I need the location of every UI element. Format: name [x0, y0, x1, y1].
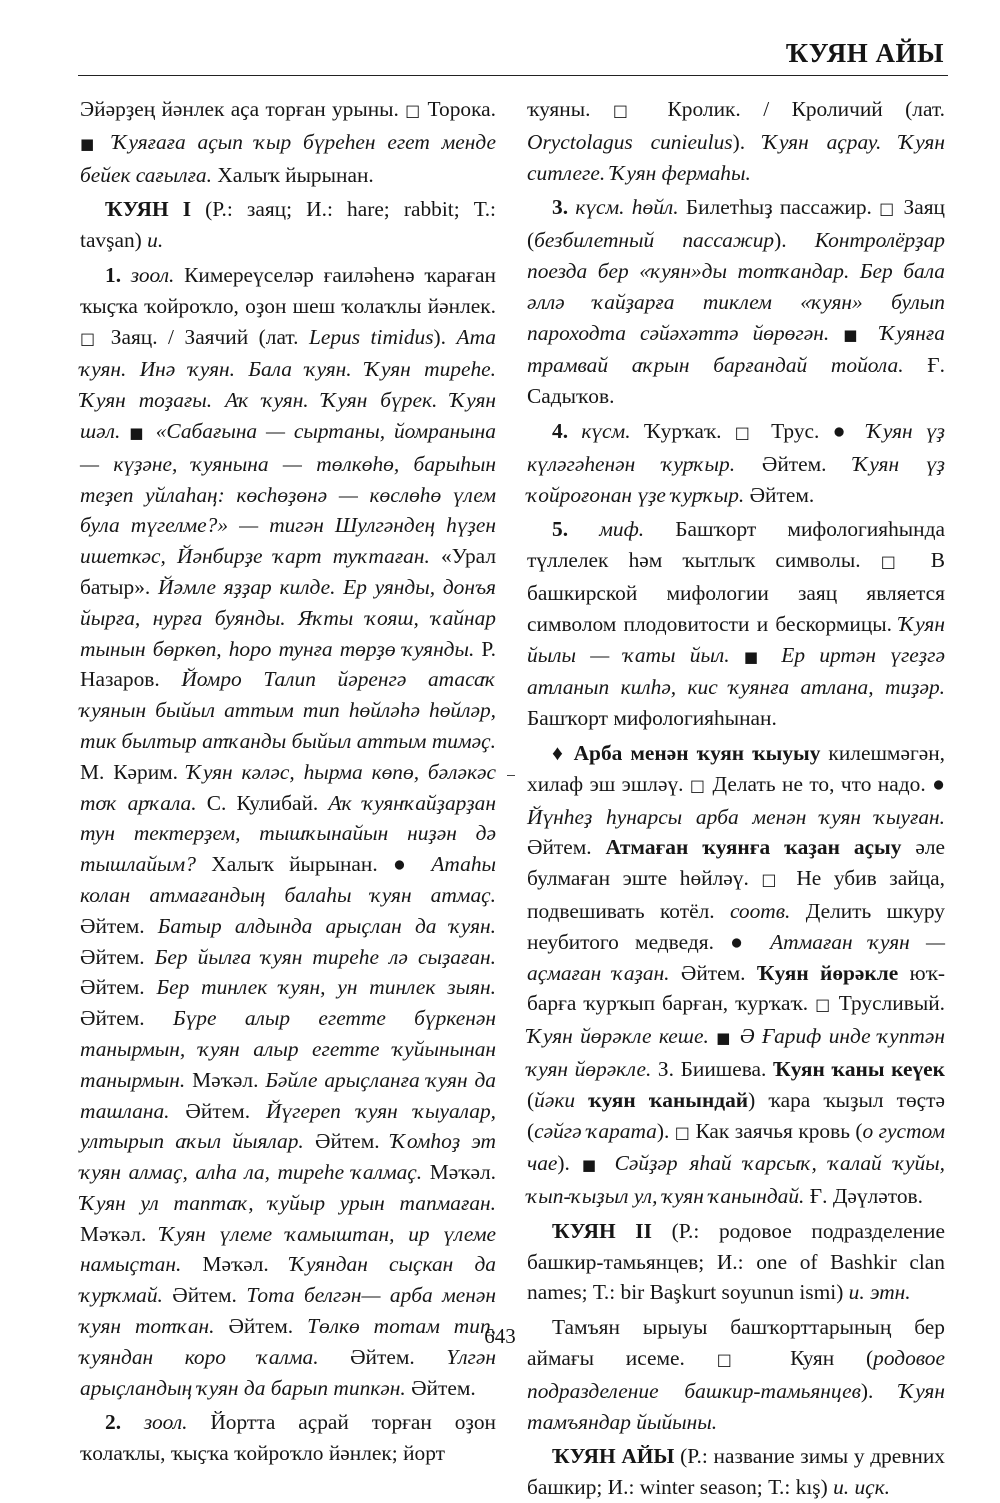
margin-dash [507, 775, 515, 776]
entry-headword: ҠУЯН II (Р.: родовое подразделение башкир-тамьянцев; И.: one of Bashkir clan names; Т.: bir Başkurt soyunun ismi) и. этн. [527, 1218, 945, 1305]
left-column [80, 94, 496, 1469]
paragraph: 2. зоол. Йортта аҫрай торған оҙон ҡолаҡлы, ҡыҫҡа ҡойроҡло йәнлек; йорт [80, 1410, 496, 1466]
running-head: ҠУЯН АЙЫ [785, 38, 944, 68]
paragraph: Тамъян ырыуы башҡорттарының бер аймағы исеме. □ Куян (родовое подразделение башкир-тамьянцев). Ҡуян тамъяндар йыйыны. [527, 1315, 945, 1434]
entry-headword: ҠУЯН АЙЫ (Р.: название зимы у древних башкир; И.: winter season; Т.: kış) и. иҫк. [527, 1444, 945, 1500]
paragraph: 5. миф. Башҡорт мифологияһында түллелек һәм ҡытлыҡ символы. □ В башкирской мифологии заяц является символом плодовитости и бескормицы. Ҡуян йылы — ҡаты йыл. ■ Ер иртән үгеҙгә атланып килһә, кис ҡуянға атлана, тиҙәр. Башҡорт мифологияһынан. [527, 517, 945, 731]
idiom-paragraph: ♦ Арба менән ҡуян ҡыуыу килешмәгән, хилаф эш эшләү. □ Делать не то, что надо. ● Йүнһеҙ һунарсы арба менән ҡуян ҡыуған. Әйтем. Атмаған ҡуянға ҡаҙан аҫыу әле булмаған эште һөйләү. □ Не убив зайца, подвешивать котёл. соотв. Делить шкуру неубитого медведя. ● Атмаған ҡуян — аҫмаған ҡаҙан. Әйтем. Ҡуян йөрәкле юҡ-барға ҡурҡып барған, ҡурҡаҡ. □ Трусливый. Ҡуян йөрәкле кеше. ■ Ә Ғариф инде ҡуптән ҡуян йөрәкле. З. Биишева. Ҡуян ҡаны кеүек (йәки ҡуян ҡанындай) ҡара ҡыҙыл төҫтә (сәйгә ҡарата). □ Как заячья кровь (о густом чае). ■ Сәйҙәр яһай ҡарсыҡ, ҡалай ҡуйы, ҡып-ҡыҙыл ул, ҡуян ҡанындай. Ғ. Дәүләтов. [527, 740, 946, 1209]
right-column [527, 94, 945, 1503]
paragraph: 3. күсм. һөйл. Билетһыҙ пассажир. □ Заяц (безбилетный пассажир). Контролёрҙар поезда бер «ҡуян»ды тотҡандар. Бер бала әллә ҡайҙарға тиклем «ҡуян» булып пароходта сәйәхәттә йөрөгән. ■ Ҡуянға трамвай аҡрын барғандай тойола. Ғ. Садыҡов. [527, 195, 946, 409]
page-number: 643 [484, 1324, 516, 1348]
paragraph: ҡуяны. □ Кролик. / Кроличий (лат. Oryctolagus cunieulus). Ҡуян аҫрау. Ҡуян ситлеге. Ҡуян фермаһы. [527, 97, 946, 185]
entry-headword: ҠУЯН I (Р.: заяц; И.: hare; rabbit; Т.: tavşan) и. [80, 197, 496, 253]
paragraph: Эйәрҙең йәнлек аҫа торған урыны. □ Торока. ■ Ҡуяғаға аҫып ҡыр бүреһен егет менде бейек сағылға. Халыҡ йырынан. [80, 97, 496, 187]
paragraph: 1. зоол. Кимереүселәр ғаиләһенә ҡараған ҡыҫҡа ҡойроҡло, оҙон шеш ҡолаҡлы йәнлек. □ Заяц. / Заячий (лат. Lepus timidus). Ата ҡуян. Инә ҡуян. Бала ҡуян. Ҡуян тиреһе. Ҡуян тоҙағы. Аҡ ҡуян. Ҡуян бүрек. Ҡуян шәл. ■ «Сабағына — сыртаны, йомранына — күҙәне, ҡуянына — төлкөһө, барыһын теҙеп уйлаһаң: көсһөҙөнә — көслөһө үлем була түгелме?» — тигән Шулгәндең һүҙен ишеткәс, Йәнбирҙе ҡарт туҡтаған. «Урал батыр». Йәмле яҙҙар килде. Ер уянды, донъя йырға, нурға буянды. Яҡты ҡояш, ҡайнар тынын бөркөп, һоро тунға төрҙө ҡуянды. Р. Назаров. Йомро Талип йәренгә атасаҡ ҡуянын быйыл аттым тип һөйләһә һөйләр, тик былтыр атҡанды быйыл аттым тимәҫ. М. Кәрим. Ҡуян кәләс, һырма көпө, бәләкәс тоҡ арҡала. С. Кулибай. Аҡ ҡуянҡайҙарҙан тун тектерҙем, тышҡынайын ниҙән дә тышлайым? Халыҡ йырынан. ● Атаһы колан атмағандың балаһы ҡуян атмаҫ. Әйтем. Батыр алдында арыҫлан да ҡуян. Әйтем. Бер йылға ҡуян тиреһе лә сыҙаған. Әйтем. Бер тинлек ҡуян, ун тинлек зыян. Әйтем. Бүре алыр егетте бүркенән танырмын, ҡуян алыр егетте ҡуйынынан танырмын. Мәҡәл. Бәйле арыҫланға ҡуян да ташлана. Әйтем. Йүгереп ҡуян ҡыуалар, ултырып аҡыл йыялар. Әйтем. Ҡомһоҙ эт ҡуян алмаҫ, алһа ла, тиреһе ҡалмаҫ. Мәҡәл. Ҡуян ул таптаҡ, ҡуйыр урын тапмаған. Мәҡәл. Ҡуян үлеме ҡамыштан, ир үлеме намыҫтан. Мәҡәл. Ҡуяндан сыҫкан да ҡурҡмай. Әйтем. Тота белгән— арба менән ҡуян тотҡан. Әйтем. Төлкө тотам тип, ҡуяндан коро ҡалма. Әйтем. Үлгән арыҫландың ҡуян да барып типкән. Әйтем. [80, 262, 497, 1400]
header-rule [78, 75, 948, 76]
paragraph: 4. күсм. Ҡурҡаҡ. □ Трус. ● Ҡуян үҙ күләгәһенән ҡурҡыр. Әйтем. Ҡуян үҙ ҡойроғонан үҙе ҡурҡыр. Әйтем. [527, 418, 945, 507]
